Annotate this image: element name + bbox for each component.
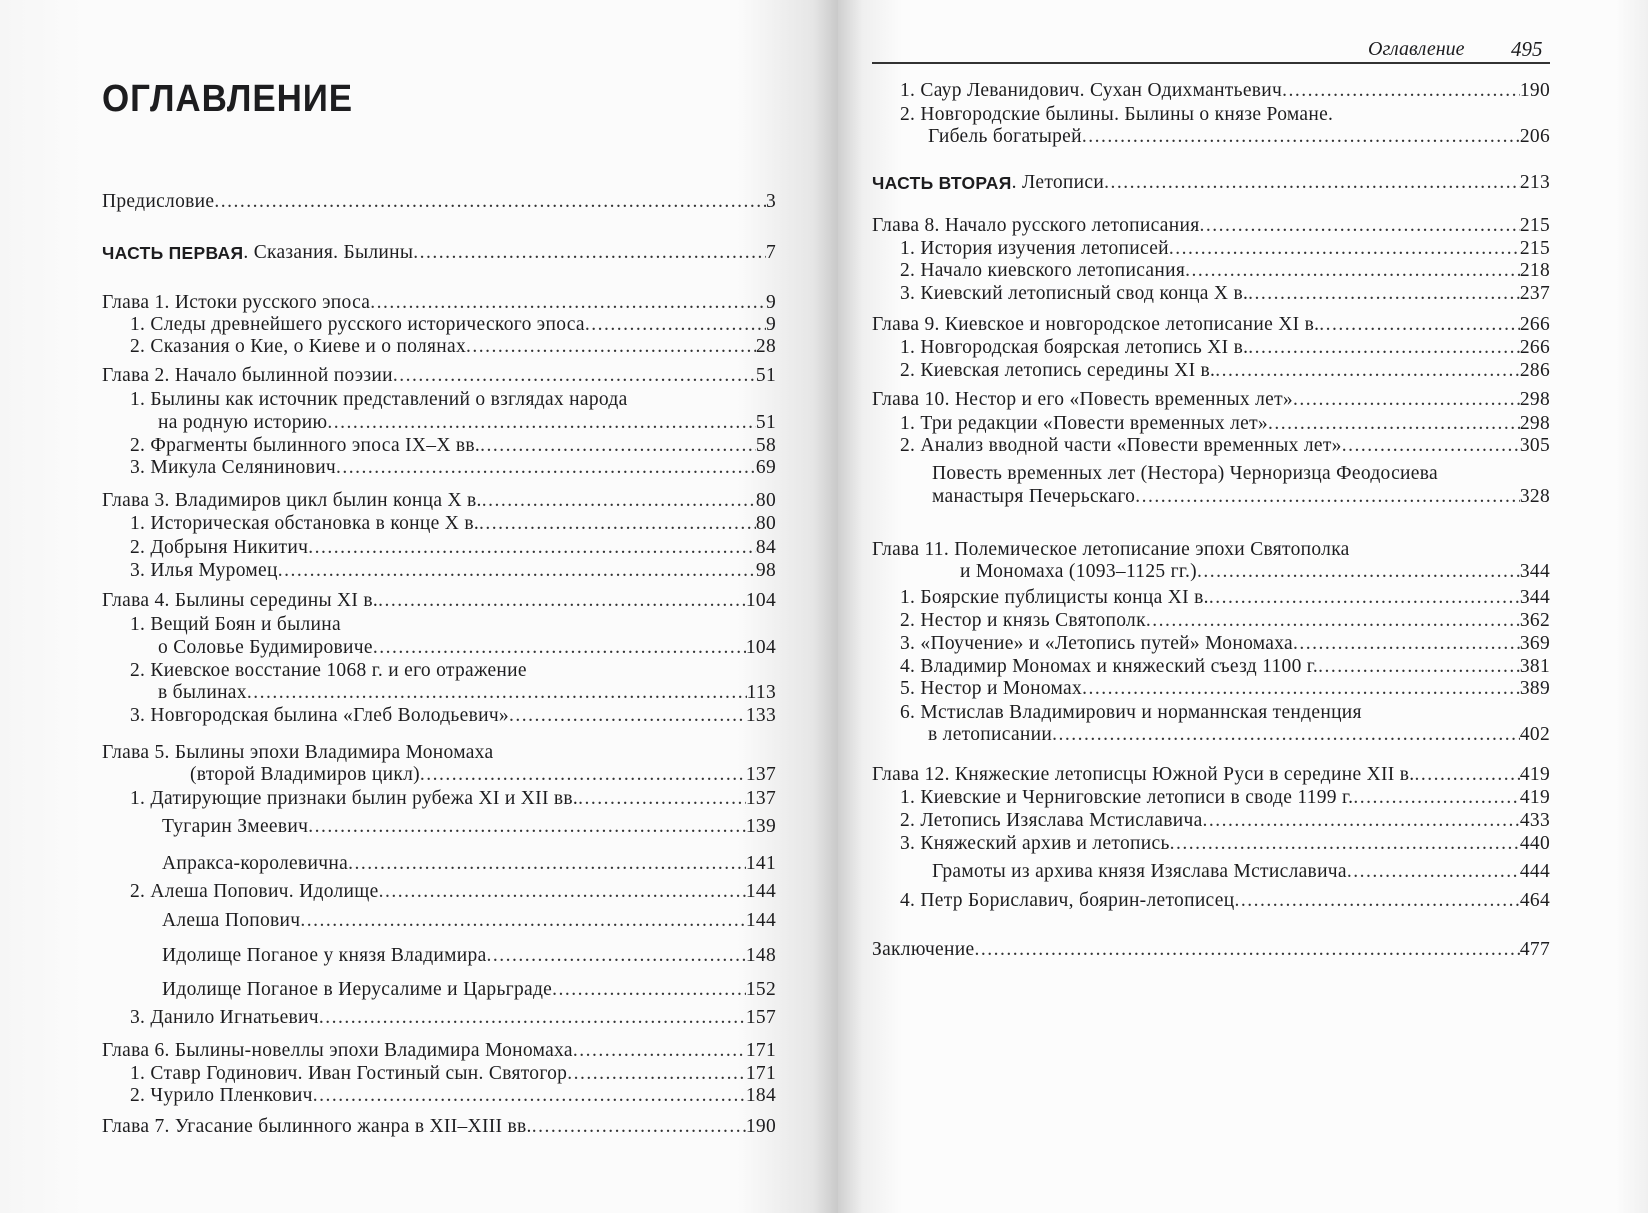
toc-page-number: 171 bbox=[745, 1040, 776, 1061]
dot-leader bbox=[1104, 171, 1520, 195]
toc-entry-line bbox=[900, 412, 1550, 436]
toc-entry-line bbox=[130, 1006, 776, 1030]
toc-entry-title: Апракса-королевична bbox=[162, 852, 349, 874]
toc-entry-line bbox=[130, 559, 776, 583]
toc-entry-title: Глава 8. Начало русского летописания bbox=[872, 214, 1200, 236]
toc-entry-line bbox=[900, 434, 1550, 458]
toc-entry-title: 2. Чурило Пленкович bbox=[130, 1085, 313, 1107]
toc-entry-title: . Летописи bbox=[1011, 171, 1105, 193]
toc-entry-line bbox=[900, 832, 1550, 856]
toc-page-number: 9 bbox=[765, 291, 776, 313]
toc-page-number: 80 bbox=[755, 513, 776, 535]
toc-entry-title: Гибель богатырей bbox=[928, 126, 1082, 148]
dot-leader bbox=[1082, 677, 1520, 701]
toc-entry-title: Глава 5. Былины эпохи Владимира Мономаха bbox=[102, 741, 494, 763]
toc-entry-title: 3. Илья Муромец bbox=[130, 559, 278, 581]
dot-leader bbox=[1169, 237, 1520, 261]
toc-entry-title: 2. Добрыня Никитич bbox=[130, 536, 309, 558]
toc-page-number: 7 bbox=[765, 242, 776, 264]
toc-entry-line bbox=[162, 815, 776, 839]
dot-leader bbox=[370, 291, 766, 315]
toc-page-number: 9 bbox=[765, 313, 776, 335]
toc-entry-line bbox=[130, 456, 776, 480]
toc-entry-line bbox=[932, 860, 1550, 884]
dot-leader bbox=[1248, 336, 1520, 360]
toc-entry-title: в летописании bbox=[928, 724, 1053, 746]
toc-page-number: 419 bbox=[1519, 786, 1550, 808]
toc-page-number: 137 bbox=[745, 764, 776, 786]
dot-leader bbox=[1282, 79, 1520, 103]
toc-page-number: 402 bbox=[1519, 724, 1550, 746]
toc-page-number: 477 bbox=[1519, 939, 1550, 961]
toc-entry-title: Грамоты из архива князя Изяслава Мстиславича bbox=[932, 861, 1347, 883]
toc-entry-title: манастыря Печерьскаго bbox=[932, 485, 1136, 507]
toc-page-number: 144 bbox=[745, 909, 776, 931]
toc-entry-title: 5. Нестор и Мономах bbox=[900, 678, 1083, 700]
dot-leader bbox=[247, 681, 747, 705]
toc-page-number: 344 bbox=[1519, 587, 1550, 609]
dot-leader bbox=[1414, 763, 1519, 787]
dot-leader bbox=[373, 636, 746, 660]
toc-entry-line bbox=[928, 723, 1550, 747]
toc-entry-title: 2. Киевская летопись середины XI в. bbox=[900, 360, 1216, 381]
toc-page-number: 298 bbox=[1519, 412, 1550, 434]
page-number: 495 bbox=[1511, 37, 1543, 61]
toc-page-number: 113 bbox=[746, 682, 776, 704]
toc-page-number: 190 bbox=[1519, 80, 1550, 102]
dot-leader bbox=[1347, 860, 1520, 884]
toc-page-number: 51 bbox=[755, 365, 776, 387]
toc-page-number: 51 bbox=[755, 412, 776, 434]
toc-page-number: 184 bbox=[745, 1085, 776, 1107]
toc-entry-line bbox=[130, 1084, 776, 1108]
toc-entry-title: 1. Киевские и Черниговские летописи в своде 1199 г. bbox=[900, 786, 1354, 808]
toc-entry-title: 2. Летопись Изяслава Мстиславича bbox=[900, 809, 1203, 831]
dot-leader bbox=[1268, 412, 1520, 436]
toc-entry-line bbox=[928, 125, 1550, 149]
toc-page-number: 215 bbox=[1519, 238, 1550, 260]
toc-page-number: 419 bbox=[1519, 763, 1550, 785]
dot-leader bbox=[509, 704, 746, 728]
toc-page-number: 286 bbox=[1519, 360, 1550, 381]
toc-page-number: 344 bbox=[1519, 561, 1550, 583]
toc-page-number: 440 bbox=[1519, 832, 1550, 854]
toc-entry-title: Алеша Попович bbox=[162, 909, 301, 931]
toc-page-number: 133 bbox=[745, 704, 776, 726]
toc-entry-line-continued bbox=[872, 538, 1350, 562]
toc-entry-title: Идолище Поганое у князя Владимира bbox=[162, 945, 487, 967]
toc-entry-line bbox=[102, 241, 776, 265]
toc-page-number: 433 bbox=[1519, 809, 1550, 831]
toc-entry-title: в былинах bbox=[158, 682, 247, 704]
toc-entry-line bbox=[102, 1039, 776, 1063]
toc-entry-line bbox=[162, 978, 776, 1002]
dot-leader bbox=[480, 434, 756, 458]
toc-entry-title: Тугарин Змеевич bbox=[162, 816, 309, 838]
toc-entry-line bbox=[158, 411, 776, 435]
toc-entry-line bbox=[872, 763, 1550, 787]
toc-entry-line bbox=[960, 560, 1550, 584]
toc-page-number: 218 bbox=[1519, 260, 1550, 282]
right-page bbox=[838, 0, 1648, 1213]
toc-entry-title: 3. Микула Селянинович bbox=[130, 456, 337, 478]
toc-entry-line-continued bbox=[130, 613, 341, 637]
dot-leader bbox=[336, 456, 756, 480]
dot-leader bbox=[578, 787, 746, 811]
toc-entry-line bbox=[872, 313, 1550, 337]
dot-leader bbox=[1170, 832, 1520, 856]
toc-entry-title: 1. Датирующие признаки былин рубежа XI и XII вв. bbox=[130, 787, 579, 809]
dot-leader bbox=[1052, 723, 1520, 747]
toc-entry-title: Глава 11. Полемическое летописание эпохи Святополка bbox=[872, 538, 1350, 560]
dot-leader bbox=[278, 559, 756, 583]
toc-entry-line bbox=[900, 79, 1550, 103]
toc-page-number: 444 bbox=[1519, 861, 1550, 883]
toc-page-number: 464 bbox=[1519, 889, 1550, 911]
dot-leader bbox=[300, 909, 745, 933]
toc-entry-title: 1. Былины как источник представлений о взглядах народа bbox=[130, 389, 628, 411]
toc-entry-line bbox=[900, 655, 1550, 679]
toc-entry-title: 2. Киевское восстание 1068 г. и его отражение bbox=[130, 659, 527, 681]
toc-entry-line-continued bbox=[130, 659, 527, 683]
toc-entry-title: Предисловие bbox=[102, 190, 215, 212]
toc-entry-title: 1. Саур Леванидович. Сухан Одихмантьевич bbox=[900, 80, 1283, 102]
toc-entry-line bbox=[900, 677, 1550, 701]
toc-entry-line bbox=[900, 259, 1550, 283]
toc-entry-title: 3. Данило Игнатьевич bbox=[130, 1007, 319, 1029]
toc-entry-line bbox=[900, 359, 1550, 383]
dot-leader bbox=[1197, 560, 1520, 584]
toc-entry-line bbox=[900, 237, 1550, 261]
toc-entry-title: 2. Алеша Попович. Идолище bbox=[130, 881, 379, 903]
toc-entry-line-continued bbox=[130, 388, 628, 412]
toc-page-number: 104 bbox=[745, 590, 776, 612]
toc-entry-title: 1. Следы древнейшего русского исторического эпоса bbox=[130, 313, 585, 335]
toc-entry-title: Глава 10. Нестор и его «Повесть временных лет» bbox=[872, 389, 1293, 411]
toc-entry-title: 1. История изучения летописей bbox=[900, 238, 1169, 260]
toc-entry-title: Идолище Поганое в Иерусалиме и Царьграде bbox=[162, 979, 553, 1001]
dot-leader bbox=[1318, 655, 1520, 679]
toc-entry-line bbox=[130, 434, 776, 458]
toc-entry-line-continued bbox=[102, 741, 493, 765]
toc-entry-line bbox=[900, 609, 1550, 633]
toc-entry-title: 1. Три редакции «Повести временных лет» bbox=[900, 412, 1268, 434]
toc-entry-title: 1. Боярские публицисты конца XI в. bbox=[900, 587, 1209, 609]
toc-entry-line bbox=[158, 681, 776, 705]
toc-entry-title: . Сказания. Былины bbox=[243, 242, 414, 264]
dot-leader bbox=[348, 852, 746, 876]
toc-page-number: 190 bbox=[745, 1115, 776, 1137]
toc-page-number: 362 bbox=[1519, 610, 1550, 632]
toc-entry-title: Глава 9. Киевское и новгородское летописание XI в. bbox=[872, 313, 1320, 335]
toc-page-number: 137 bbox=[745, 787, 776, 809]
toc-entry-line bbox=[102, 489, 776, 513]
toc-entry-line bbox=[130, 787, 776, 811]
toc-entry-title: 1. Ставр Годинович. Иван Гостиный сын. Святогор bbox=[130, 1063, 568, 1085]
toc-page-number: 28 bbox=[755, 335, 776, 357]
toc-entry-title: 3. «Поучение» и «Летопись путей» Мономаха bbox=[900, 633, 1293, 655]
toc-entry-line bbox=[130, 704, 776, 728]
dot-leader bbox=[1203, 809, 1520, 833]
toc-entry-title: 2. Новгородские былины. Былины о князе Романе. bbox=[900, 103, 1334, 125]
toc-entry-title: Глава 12. Княжеские летописцы Южной Руси в середине XII в. bbox=[872, 763, 1415, 785]
toc-entry-title: Заключение bbox=[872, 939, 975, 961]
toc-entry-line bbox=[872, 388, 1550, 412]
dot-leader bbox=[567, 1062, 746, 1086]
toc-entry-line bbox=[900, 282, 1550, 306]
toc-entry-line bbox=[872, 171, 1550, 195]
dot-leader bbox=[1319, 313, 1520, 337]
dot-leader bbox=[327, 411, 755, 435]
dot-leader bbox=[1185, 259, 1520, 283]
toc-entry-line bbox=[900, 786, 1550, 810]
toc-entry-title: 1. Новгородская боярская летопись XI в. bbox=[900, 336, 1249, 358]
toc-page-number: 389 bbox=[1519, 678, 1550, 700]
toc-entry-line-continued bbox=[900, 701, 1362, 725]
toc-page-number: 237 bbox=[1519, 283, 1550, 305]
toc-page-number: 69 bbox=[755, 456, 776, 478]
toc-entry-title: Глава 1. Истоки русского эпоса bbox=[102, 291, 371, 313]
toc-entry-line bbox=[872, 938, 1550, 962]
toc-entry-title: 2. Анализ вводной части «Повести временных лет» bbox=[900, 434, 1342, 456]
toc-entry-title: (второй Владимиров цикл) bbox=[190, 764, 420, 786]
toc-entry-title: 1. Вещий Боян и былина bbox=[130, 614, 341, 636]
toc-entry-title: Глава 7. Угасание былинного жанра в XII–XIII вв. bbox=[102, 1115, 532, 1137]
dot-leader bbox=[313, 1084, 746, 1108]
toc-entry-line bbox=[130, 536, 776, 560]
toc-entry-title: Глава 3. Владимиров цикл былин конца X в. bbox=[102, 490, 482, 512]
dot-leader bbox=[1234, 889, 1519, 913]
toc-page-number: 266 bbox=[1519, 336, 1550, 358]
dot-leader bbox=[393, 364, 756, 388]
toc-entry-line-continued bbox=[932, 462, 1438, 486]
toc-entry-title: 4. Владимир Мономах и княжеский съезд 1100 г. bbox=[900, 656, 1319, 678]
toc-entry-line bbox=[900, 586, 1550, 610]
toc-entry-title: 2. Нестор и князь Святополк bbox=[900, 610, 1146, 632]
toc-entry-line bbox=[162, 909, 776, 933]
toc-page-number: 305 bbox=[1519, 434, 1550, 456]
toc-entry-line bbox=[130, 1062, 776, 1086]
toc-entry-line bbox=[130, 880, 776, 904]
dot-leader bbox=[974, 938, 1519, 962]
dot-leader bbox=[214, 190, 766, 214]
toc-page-number: 58 bbox=[755, 434, 776, 456]
toc-entry-title: Глава 2. Начало былинной поэзии bbox=[102, 365, 393, 387]
toc-page-number: 206 bbox=[1519, 126, 1550, 148]
dot-leader bbox=[308, 536, 756, 560]
toc-entry-line bbox=[872, 214, 1550, 238]
toc-entry-line bbox=[158, 636, 776, 660]
toc-entry-title: 2. Фрагменты былинного эпоса IX–X вв. bbox=[130, 434, 481, 456]
toc-page-number: 148 bbox=[745, 945, 776, 967]
toc-entry-line bbox=[130, 512, 776, 536]
toc-entry-line bbox=[162, 944, 776, 968]
toc-entry-line bbox=[102, 291, 776, 315]
toc-entry-title: 1. Историческая обстановка в конце X в. bbox=[130, 513, 480, 535]
toc-page-number: 298 bbox=[1519, 389, 1550, 411]
toc-entry-line bbox=[130, 335, 776, 359]
toc-page-number: 171 bbox=[745, 1063, 776, 1085]
dot-leader bbox=[1293, 632, 1520, 656]
toc-entry-title: на родную историю bbox=[158, 412, 328, 434]
toc-entry-line bbox=[932, 485, 1550, 509]
toc-page-number: 98 bbox=[755, 559, 776, 581]
dot-leader bbox=[573, 1039, 746, 1063]
toc-page-number: 139 bbox=[745, 816, 776, 838]
toc-entry-line bbox=[900, 632, 1550, 656]
dot-leader bbox=[378, 589, 746, 613]
toc-entry-title: 3. Княжеский архив и летопись bbox=[900, 832, 1170, 854]
dot-leader bbox=[413, 241, 766, 265]
toc-page-number: 328 bbox=[1519, 485, 1550, 507]
dot-leader bbox=[466, 335, 756, 359]
toc-entry-line bbox=[190, 763, 776, 787]
toc-entry-line bbox=[102, 190, 776, 214]
toc-page-number: 152 bbox=[745, 979, 776, 1001]
toc-entry-title: 3. Киевский летописный свод конца X в. bbox=[900, 283, 1249, 305]
toc-page-number: 141 bbox=[745, 852, 776, 874]
dot-leader bbox=[1200, 214, 1520, 238]
running-head-title: Оглавление bbox=[1368, 38, 1465, 60]
toc-page-number: 369 bbox=[1519, 633, 1550, 655]
dot-leader bbox=[1209, 586, 1520, 610]
part-label: ЧАСТЬ ПЕРВАЯ bbox=[102, 243, 244, 264]
toc-page-number: 381 bbox=[1519, 656, 1550, 678]
toc-entry-line bbox=[130, 313, 776, 337]
toc-entry-line bbox=[900, 336, 1550, 360]
part-label: ЧАСТЬ ВТОРАЯ bbox=[872, 172, 1012, 193]
toc-page-number: 80 bbox=[755, 490, 776, 512]
toc-entry-title: 4. Петр Бориславич, боярин-летописец bbox=[900, 889, 1235, 911]
toc-page-number: 84 bbox=[755, 536, 776, 558]
toc-entry-line bbox=[162, 852, 776, 876]
toc-page-number: 104 bbox=[745, 636, 776, 658]
dot-leader bbox=[1248, 282, 1520, 306]
dot-leader bbox=[1353, 786, 1520, 810]
toc-page-number: 215 bbox=[1519, 214, 1550, 236]
toc-entry-title: Глава 6. Былины-новеллы эпохи Владимира Мономаха bbox=[102, 1040, 573, 1061]
dot-leader bbox=[1135, 485, 1520, 509]
toc-entry-title: 6. Мстислав Владимирович и норманнская тенденция bbox=[900, 701, 1362, 723]
toc-entry-line-continued bbox=[900, 103, 1333, 127]
toc-page-number: 3 bbox=[765, 190, 776, 212]
dot-leader bbox=[482, 489, 756, 513]
dot-leader bbox=[487, 944, 746, 968]
toc-page-number: 266 bbox=[1519, 313, 1550, 335]
toc-entry-title: Глава 4. Былины середины XI в. bbox=[102, 590, 379, 612]
header-rule bbox=[872, 62, 1550, 64]
toc-entry-line bbox=[102, 589, 776, 613]
dot-leader bbox=[1293, 388, 1520, 412]
toc-page-number: 213 bbox=[1519, 171, 1550, 193]
dot-leader bbox=[1146, 609, 1520, 633]
toc-entry-title: о Соловье Будимировиче bbox=[158, 636, 373, 658]
dot-leader bbox=[1215, 359, 1520, 383]
toc-title: ОГЛАВЛЕНИЕ bbox=[102, 78, 354, 120]
dot-leader bbox=[319, 1006, 746, 1030]
toc-entry-line bbox=[900, 889, 1550, 913]
dot-leader bbox=[420, 763, 746, 787]
toc-entry-title: 2. Сказания о Кие, о Киеве и о полянах bbox=[130, 335, 467, 357]
toc-entry-line bbox=[102, 364, 776, 388]
dot-leader bbox=[1082, 125, 1520, 149]
toc-page-number: 157 bbox=[745, 1007, 776, 1029]
dot-leader bbox=[532, 1115, 746, 1139]
dot-leader bbox=[552, 978, 746, 1002]
dot-leader bbox=[379, 880, 746, 904]
toc-entry-title: 2. Начало киевского летописания bbox=[900, 260, 1186, 282]
dot-leader bbox=[585, 313, 766, 337]
dot-leader bbox=[308, 815, 746, 839]
dot-leader bbox=[479, 512, 756, 536]
toc-entry-title: и Мономаха (1093–1125 гг.) bbox=[960, 561, 1197, 583]
toc-entry-line bbox=[900, 809, 1550, 833]
toc-entry-title: Повесть временных лет (Нестора) Черноризца Феодосиева bbox=[932, 463, 1438, 484]
toc-entry-line bbox=[102, 1115, 776, 1139]
toc-page-number: 144 bbox=[745, 881, 776, 903]
toc-entry-title: 3. Новгородская былина «Глеб Володьевич» bbox=[130, 704, 509, 726]
dot-leader bbox=[1342, 434, 1520, 458]
